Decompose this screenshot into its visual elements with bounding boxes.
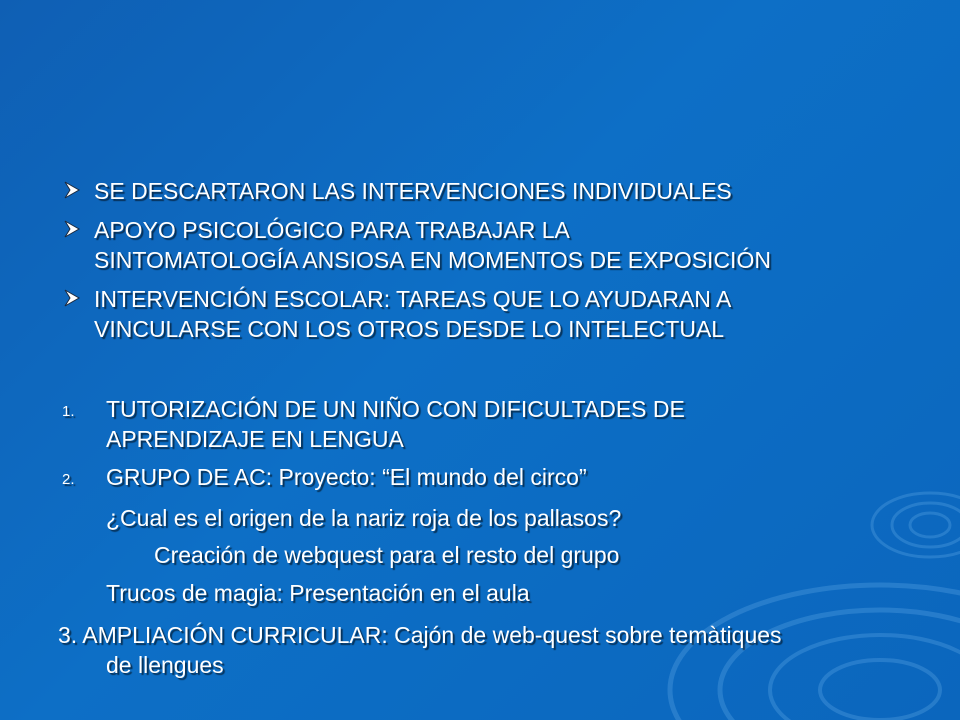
numbered-text: TUTORIZACIÓN DE UN NIÑO CON DIFICULTADES DE — [106, 396, 685, 422]
sub-line-question: ¿Cual es el origen de la nariz roja de los pallasos? — [106, 505, 622, 531]
bullet-text: INTERVENCIÓN ESCOLAR: TAREAS QUE LO AYUDARAN A — [94, 286, 732, 312]
arrow-bullet-icon — [62, 219, 82, 239]
bullet-text: VINCULARSE CON LOS OTROS DESDE LO INTELECTUAL — [94, 316, 725, 342]
item-3-line-2: de llengues — [106, 652, 224, 678]
numbered-text: APRENDIZAJE EN LENGUA — [106, 426, 404, 452]
arrow-bullet-icon — [62, 288, 82, 308]
bullet-text: SINTOMATOLOGÍA ANSIOSA EN MOMENTOS DE EXPOSICIÓN — [94, 247, 771, 273]
bullet-text: APOYO PSICOLÓGICO PARA TRABAJAR LA — [94, 217, 570, 243]
numbered-text: GRUPO DE AC: Proyecto: “El mundo del circo” — [106, 464, 587, 490]
arrow-bullet-icon — [62, 180, 82, 200]
sub-line-webquest: Creación de webquest para el resto del grupo — [154, 542, 620, 568]
item-3-line-1: 3. AMPLIACIÓN CURRICULAR: Cajón de web-quest sobre temàtiques — [58, 622, 782, 648]
item-number: 2. — [62, 471, 75, 488]
bullet-text: SE DESCARTARON LAS INTERVENCIONES INDIVIDUALES — [94, 178, 732, 204]
sub-line-magic: Trucos de magia: Presentación en el aula — [106, 580, 530, 606]
item-number: 1. — [62, 403, 75, 420]
